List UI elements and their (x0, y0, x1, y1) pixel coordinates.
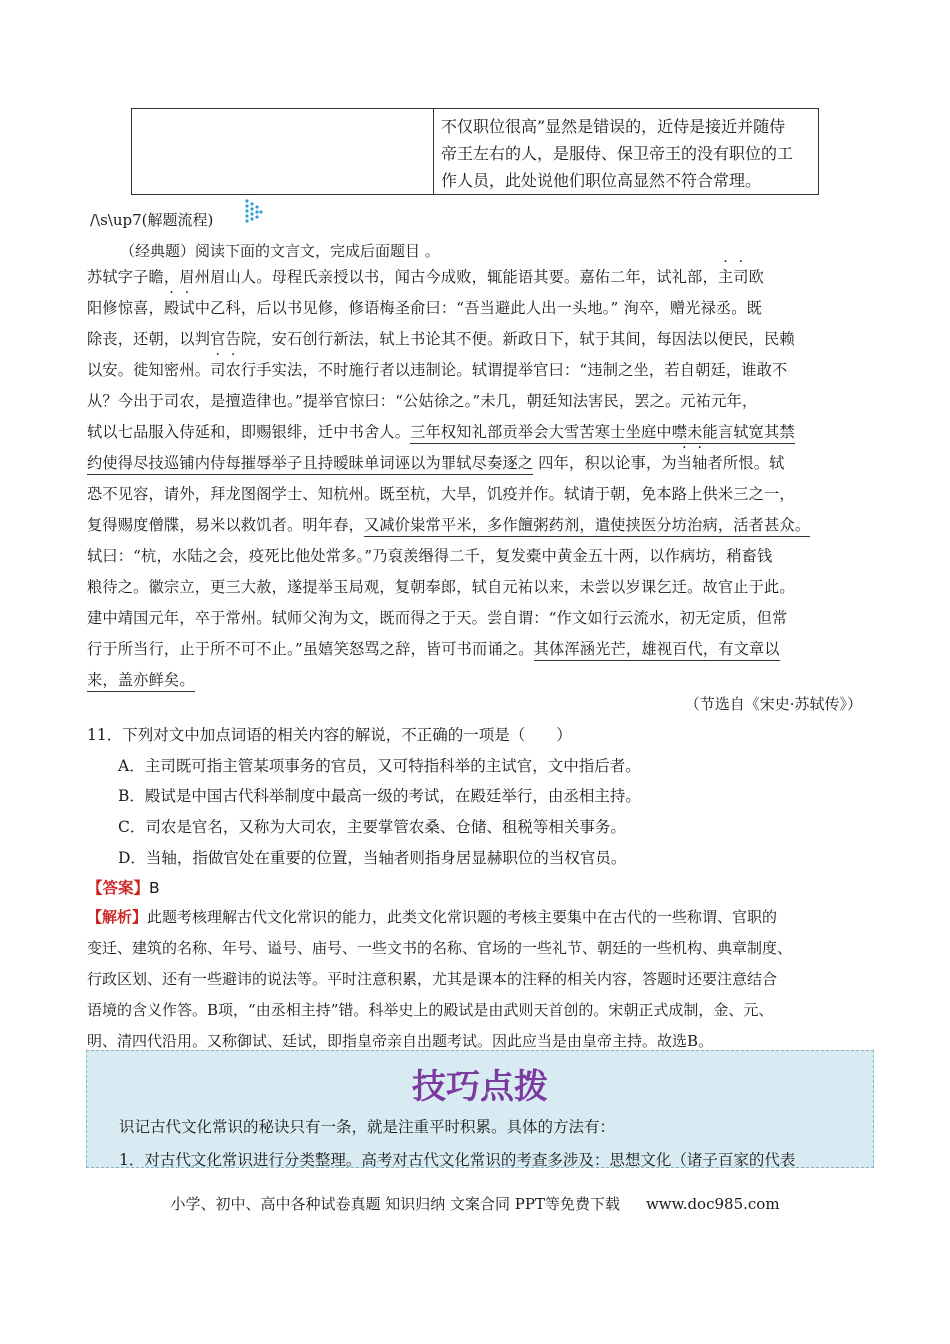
passage-line: 除丧，还朝，以判官告院，安石创行新法，轼上书论其不便。新政日下，轼于其间，每因法以便民，民赖 (87, 330, 795, 348)
dotted-char: 当 (676, 454, 693, 472)
flow-label: ∕\s\up7(解题流程) (90, 211, 214, 229)
intro-text: （经典题）阅读下面的文言文，完成后面题目 。 (120, 242, 440, 260)
tips-box (86, 1050, 874, 1168)
answer-value: B (149, 879, 160, 897)
source-citation: （节选自《宋史·苏轼传》） (684, 695, 862, 713)
passage-line: 苏轼字子瞻，眉州眉山人。母程氏亲授以书，闻古今成败，辄能语其要。嘉佑二年，试礼部，主司欧 (87, 268, 765, 286)
passage-line: 约使得尽技巡铺内侍每摧辱举子且持暧昧单词诬以为罪轼尽奏逐之 四年，积以论事，为当轴者所恨。轼 (87, 452, 784, 473)
page-footer (0, 1193, 950, 1214)
option-c: C．司农是官名，又称为大司农，主要掌管农桑、仓储、租税等相关事务。 (118, 818, 626, 836)
answer (87, 876, 160, 898)
dotted-char: 主 (717, 268, 734, 286)
underlined-text: 其体浑涵光芒，雄视百代，有文章以 (534, 640, 780, 661)
option-a: A．主司既可指主管某项事务的官员，又可特指科举的主试官，文中指后者。 (118, 757, 641, 775)
answer-tag: 【答案】 (87, 879, 150, 897)
dotted-char: 司 (210, 361, 226, 379)
tips-title: 技巧点拨 (412, 1067, 548, 1107)
dotted-char: 农 (225, 361, 241, 379)
dotted-char: 司 (733, 268, 749, 286)
underlined-text: 三年权知礼部贡举会大雪苦寒士坐庭中噤未能言轼宽其禁 (410, 423, 795, 444)
analysis-line: 【解析】此题考核理解古代文化常识的能力，此类文化常识题的考核主要集中在古代的一些称谓、官职的 (87, 908, 778, 926)
dotted-char: 试 (179, 299, 195, 317)
passage-line: 建中靖国元年，卒于常州。轼师父洵为文，既而得之于天。尝自谓：“作文如行云流水，初无定质，但常 (87, 609, 788, 627)
answer-table (131, 108, 819, 195)
underlined-text: 来，盖亦鲜矣。 (87, 671, 195, 692)
underlined-text: 又减价粜常平米，多作饘粥药剂，遣使挟医分坊治病，活者甚众。 (364, 516, 810, 537)
analysis-line: 行政区划、还有一些避讳的说法等。平时注意积累，尤其是课本的注释的相关内容，答题时还要注意结合 (87, 970, 778, 988)
table-cell-right (441, 113, 813, 194)
passage-line: 轼以七品服入侍延和，即赐银绯，迁中书舍人。三年权知礼部贡举会大雪苦寒士坐庭中噤未能言轼宽其禁 (87, 421, 795, 442)
passage-line: 轼曰：“杭，水陆之会，疫死比他处常多。”乃裒羡缗得二千，复发橐中黄金五十两，以作病坊，稍畜钱 (87, 547, 773, 565)
analysis-line: 变迁、建筑的名称、年号、谥号、庙号、一些文书的名称、官场的一些礼节、朝廷的一些机构、典章制度、 (87, 939, 793, 957)
tips-line: 1．对古代文化常识进行分类整理。高考对古代文化常识的考查多涉及：思想文化（诸子百家的代表 (119, 1151, 796, 1169)
question-stem: 11．下列对文中加点词语的相关内容的解说，不正确的一项是（ ） (87, 726, 572, 744)
passage-line: 粮待之。徽宗立，更三大赦，遂提举玉局观，复朝奉郎，轼自元祐以来，未尝以岁课乞迁。故官止于此。 (87, 578, 795, 596)
analysis-line: 明、清四代沿用。又称御试、廷试，即指皇帝亲自出题考试。因此应当是由皇帝主持。故选B。 (87, 1032, 714, 1050)
passage-line: 恐不见容，请外，拜龙图阁学士、知杭州。既至杭，大旱，饥疫并作。轼请于朝，免本路上供米三之一， (87, 485, 795, 503)
analysis-tag: 【解析】 (87, 908, 148, 926)
passage-line (87, 669, 195, 690)
underlined-text: 约使得尽技巡铺内侍每摧辱举子且持暧昧单词诬以为罪轼尽奏逐之 (87, 454, 533, 475)
footer-text: 小学、初中、高中各种试卷真题 知识归纳 文案合同 PPT等免费下载 (170, 1195, 620, 1213)
table-line: 不仅职位很高”显然是错误的，近侍是接近并随侍 (441, 117, 786, 136)
table-line: 作人员，此处说他们职位高显然不符合常理。 (441, 171, 762, 190)
passage-line: 以安。徙知密州。司农行手实法，不时施行者以违制论。轼谓提举官曰：“违制之坐，若自朝廷，谁敢不 (87, 361, 788, 379)
table-line: 帝王左右的人，是服侍、保卫帝王的没有职位的工 (441, 144, 794, 163)
passage-line: 复得赐度僧牒，易米以救饥者。明年春，又减价粜常平米，多作饘粥药剂，遣使挟医分坊治病，活者甚众。 (87, 514, 810, 535)
dotted-char: 轴 (692, 454, 708, 472)
dotted-char: 殿 (163, 299, 180, 317)
passage-line: 行于所当行，止于所不可不止。”虽嬉笑怒骂之辞，皆可书而诵之。其体浑涵光芒，雄视百代，有文章以 (87, 638, 780, 659)
footer-link[interactable]: www.doc985.com (645, 1195, 780, 1213)
passage-line: 从？今出于司农，是擅造律也。”提举官惊曰：“公姑徐之。”未几，朝廷知法害民，罢之。元祐元年， (87, 392, 758, 410)
analysis-line: 语境的含义作答。B项，“由丞相主持”错。科举史上的殿试是由武则天首创的。宋朝正式成制，金、元、 (87, 1001, 774, 1019)
tips-line: 识记古代文化常识的秘诀只有一条，就是注重平时积累。具体的方法有： (119, 1118, 616, 1136)
chevron-dots-icon (244, 198, 264, 226)
passage-line: 阳修惊喜，殿试中乙科，后以书见修，修语梅圣俞曰：“吾当避此人出一头地。” 洵卒，赠光禄丞。既 (87, 299, 763, 317)
option-d: D．当轴，指做官处在重要的位置，当轴者则指身居显赫职位的当权官员。 (118, 849, 627, 867)
table-divider (433, 109, 434, 194)
option-b: B．殿试是中国古代科举制度中最高一级的考试，在殿廷举行，由丞相主持。 (118, 787, 641, 805)
